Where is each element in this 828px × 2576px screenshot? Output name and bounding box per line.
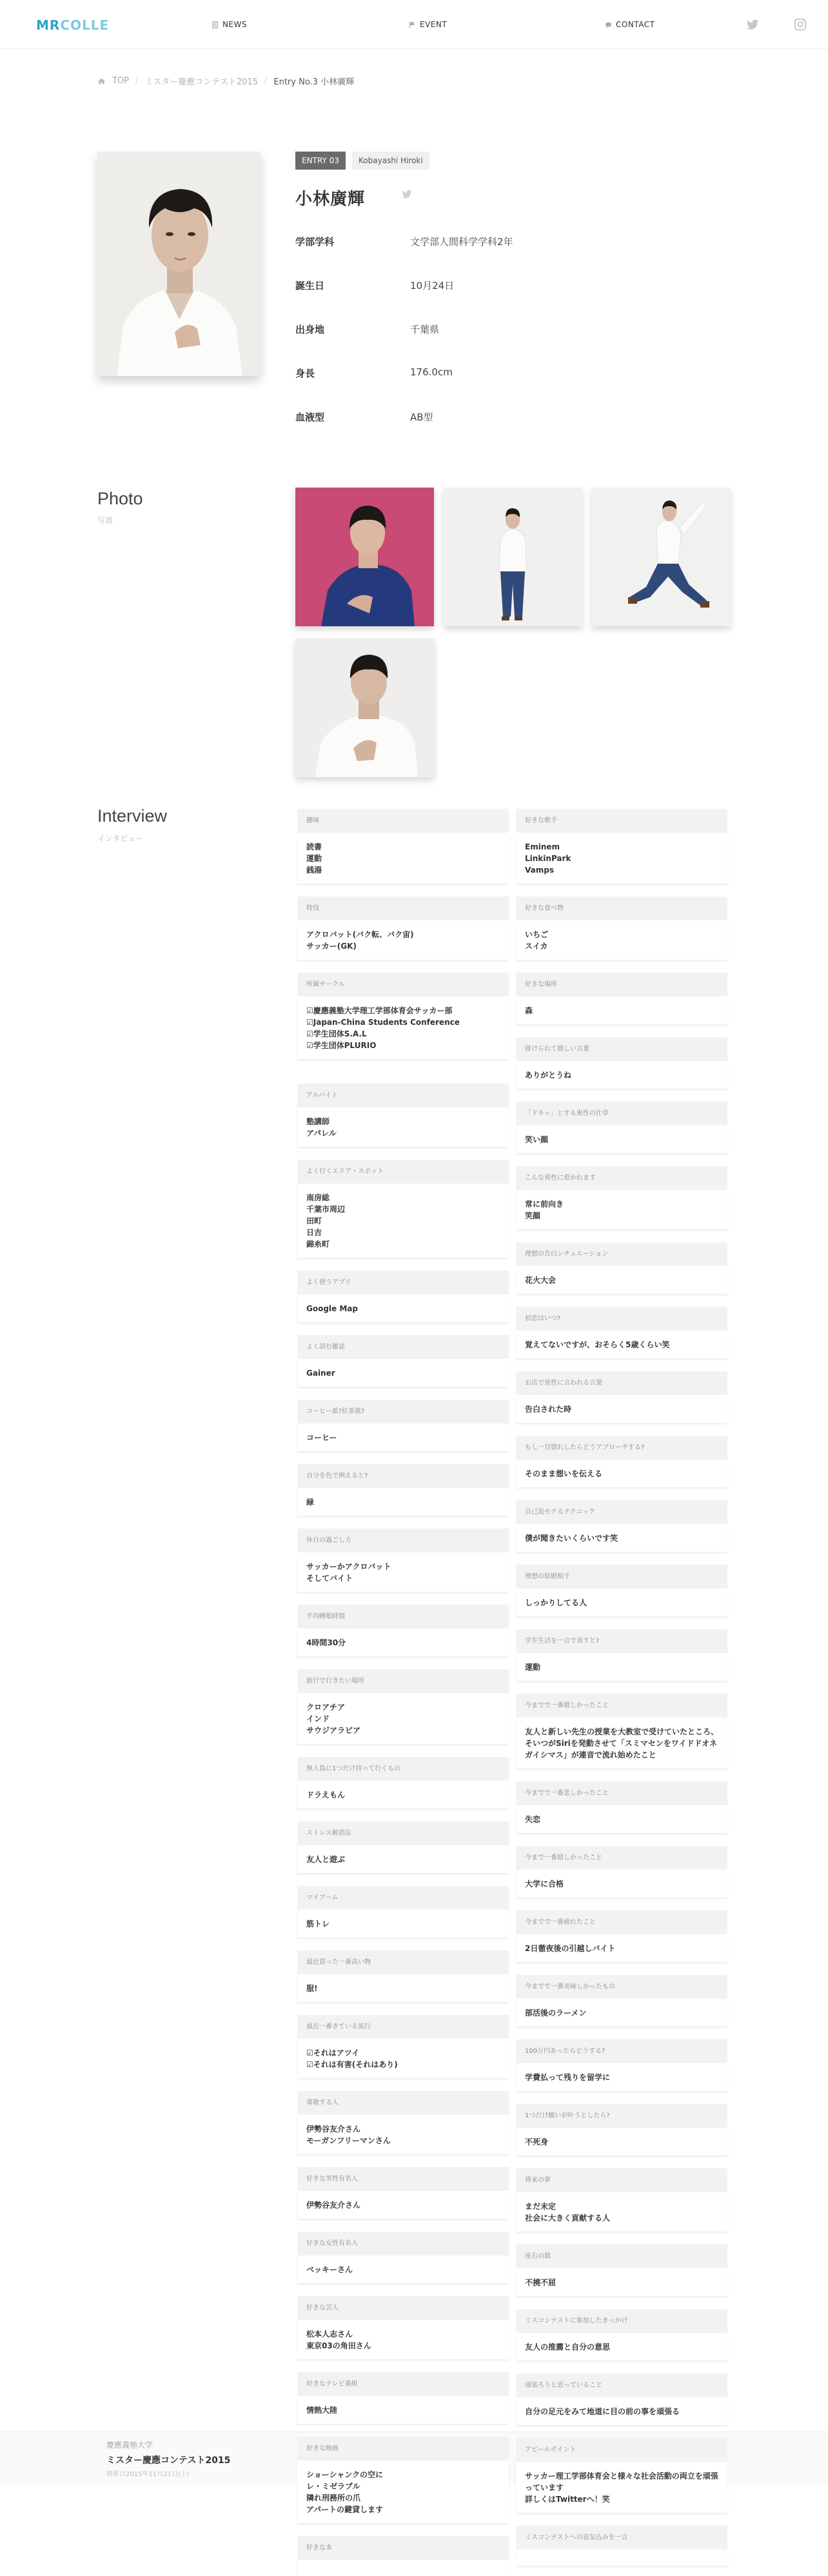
interview-question: 特技 <box>297 897 509 920</box>
info-value: AB型 <box>410 411 433 423</box>
interview-question: 100万円あったらどうする? <box>516 2039 727 2063</box>
logo-mark: MR <box>36 17 61 33</box>
interview-question: 将来の夢 <box>516 2168 727 2192</box>
info-value: 10月24日 <box>410 280 455 292</box>
interview-answer: 不死身 <box>516 2128 727 2155</box>
interview-card <box>297 1335 509 1387</box>
interview-question: 今までで一番美味しかったもの <box>516 1975 727 1999</box>
info-label: 出身地 <box>295 324 325 335</box>
interview-question: 最近一番きている流行 <box>297 2015 509 2039</box>
nav-contact[interactable] <box>605 19 655 30</box>
entry-badge: ENTRY 03 <box>295 152 346 170</box>
interview-question: よく使うアプリ <box>297 1271 509 1294</box>
footer-title: ミスター慶應コンテスト2015 <box>106 2455 231 2466</box>
interview-card <box>516 2373 727 2425</box>
interview-answer: 笑い顔 <box>516 1125 727 1153</box>
interview-question: 好きな歌手 <box>516 809 727 833</box>
interview-card <box>297 1757 509 1808</box>
gallery-photo[interactable] <box>295 488 434 626</box>
interview-answer: 告白された時 <box>516 1395 727 1423</box>
interview-answer: Gainer <box>297 1359 509 1387</box>
interview-answer: 大学に合格 <box>516 1870 727 1897</box>
interview-card <box>516 2309 727 2361</box>
breadcrumb-top[interactable]: TOP <box>112 76 130 86</box>
interview-card <box>516 1307 727 1358</box>
interview-card <box>516 1975 727 2026</box>
interview-card <box>297 1950 509 2002</box>
info-row-birthday <box>295 279 727 294</box>
interview-answer: Google Map <box>297 1294 509 1322</box>
interview-answer: 筋トレ <box>297 1910 509 1937</box>
interview-card <box>297 897 509 960</box>
interview-answer: 友人と遊ぶ <box>297 1845 509 1873</box>
interview-section-title: Interview <box>97 806 168 826</box>
interview-card <box>516 2526 727 2566</box>
interview-card <box>297 2296 509 2359</box>
interview-answer: コーヒー <box>297 1423 509 1451</box>
interview-answer: 失恋 <box>516 1805 727 1833</box>
interview-card <box>297 1529 509 1592</box>
footer-school: 慶應義塾大学 <box>106 2441 153 2450</box>
interview-question: 旅行で行きたい場所 <box>297 1669 509 1693</box>
interview-answer: 4時間30分 <box>297 1629 509 1656</box>
interview-question: もし一目惚れしたらどうアプローチする? <box>516 1436 727 1460</box>
interview-question: ミスコンテストへの意気込みを一言 <box>516 2526 727 2550</box>
interview-question: 好きな女性有名人 <box>297 2232 509 2255</box>
logo-text: COLLE <box>60 17 110 33</box>
interview-card <box>516 1436 727 1487</box>
interview-card <box>516 2438 727 2513</box>
nav-news[interactable] <box>212 19 247 30</box>
interview-card <box>516 1846 727 1897</box>
twitter-icon[interactable] <box>745 17 760 32</box>
interview-answer: 友人の推薦と自分の意思 <box>516 2333 727 2361</box>
interview-answer: いちご スイカ <box>516 920 727 960</box>
twitter-icon[interactable] <box>401 188 413 200</box>
interview-answer <box>516 2550 727 2566</box>
profile-photo <box>97 152 261 376</box>
info-value: 文学部人間科学学科2年 <box>410 236 513 248</box>
interview-card <box>516 2039 727 2091</box>
interview-card <box>516 1629 727 1681</box>
interview-card <box>297 809 509 884</box>
info-row-hometown <box>295 322 727 338</box>
interview-card <box>297 2536 509 2576</box>
interview-card <box>297 2167 509 2219</box>
interview-answer: 部活後のラーメン <box>516 1999 727 2026</box>
photo-section-subtitle: 写真 <box>97 516 113 525</box>
interview-card <box>297 2372 509 2424</box>
interview-answer: クロアチア インド サウジアラビア <box>297 1693 509 1744</box>
interview-card <box>297 2232 509 2283</box>
interview-question: 理想の告白シチュエーション <box>516 1242 727 1266</box>
interview-card <box>516 1102 727 1153</box>
interview-question: 好きなテレビ番組 <box>297 2372 509 2396</box>
interview-question: 好きな場所 <box>516 973 727 996</box>
interview-card <box>297 1400 509 1451</box>
interview-answer: 南房総 千葉市周辺 田町 日吉 錦糸町 <box>297 1184 509 1258</box>
interview-question: 好きな芸人 <box>297 2296 509 2320</box>
interview-answer: 服! <box>297 1974 509 2002</box>
site-header <box>0 0 828 49</box>
interview-card <box>297 1605 509 1656</box>
interview-question: 今まで一番嬉しかったこと <box>516 1846 727 1870</box>
breadcrumb-contest[interactable]: ミスター慶應コンテスト2015 <box>144 77 258 87</box>
interview-question: 尊敬する人 <box>297 2091 509 2115</box>
interview-card <box>516 2168 727 2232</box>
interview-card <box>297 2015 509 2078</box>
interview-answer: 伊勢谷友介さん モーガンフリーマンさん <box>297 2115 509 2154</box>
interview-card <box>297 973 509 1059</box>
interview-question: こんな異性に惹かれます <box>516 1166 727 1190</box>
nav-event[interactable] <box>409 19 447 30</box>
interview-answer: 僕が聞きたいくらいです笑 <box>516 1524 727 1552</box>
interview-card <box>516 1166 727 1229</box>
chat-icon <box>605 21 612 28</box>
interview-question: 所属サークル <box>297 973 509 996</box>
nav-news-label: NEWS <box>222 20 248 29</box>
interview-answer: 情熱大陸 <box>297 2396 509 2424</box>
interview-answer: 伊勢谷友介さん <box>297 2191 509 2219</box>
photo-section-title: Photo <box>97 489 143 508</box>
interview-card <box>297 1669 509 1744</box>
interview-answer: ☑それはアツイ ☑それは有害(それはあり) <box>297 2039 509 2078</box>
interview-card <box>516 1242 727 1294</box>
interview-card <box>516 1694 727 1769</box>
interview-question: 好きな映画 <box>297 2437 509 2461</box>
interview-question: 自己流モテるテクニック <box>516 1500 727 1524</box>
interview-card <box>516 973 727 1024</box>
interview-answer: 自分の足元をみて地道に目の前の事を頑張る <box>516 2397 727 2425</box>
footer-date: 開催日2015年11月21日(土) <box>106 2471 190 2478</box>
flag-icon <box>409 21 416 28</box>
info-label: 身長 <box>295 368 315 379</box>
interview-answer: 友人と新しい先生の授業を大教室で受けていたところ、そいつがSiriを発動させて「スミマセンをワイドドオネガイシマス」が連音で流れ始めたこと <box>516 1718 727 1769</box>
interview-question: 自分を色で例えると? <box>297 1464 509 1488</box>
interview-answer: 塾講師 アパレル <box>297 1107 509 1147</box>
interview-question: 頑張ろうと思っていること <box>516 2373 727 2397</box>
interview-card <box>297 1160 509 1258</box>
breadcrumb-current: Entry No.3 小林廣輝 <box>273 77 355 87</box>
interview-question: 無人島に1つだけ持って行くもの <box>297 1757 509 1781</box>
interview-answer: ベッキーさん <box>297 2255 509 2283</box>
interview-answer: 2日徹夜後の引越しバイト <box>516 1934 727 1962</box>
interview-question: 今までで一番嬉しかったこと <box>516 1694 727 1718</box>
info-label: 血液型 <box>295 411 325 423</box>
interview-question: 「ドキッ」とする異性の仕草 <box>516 1102 727 1125</box>
interview-card <box>297 2437 509 2523</box>
interview-question: 好きな男性有名人 <box>297 2167 509 2191</box>
interview-question: よく行くエリア・スポット <box>297 1160 509 1184</box>
interview-answer <box>297 2560 509 2576</box>
interview-card <box>516 1781 727 1833</box>
interview-question: 平均睡眠時間 <box>297 1605 509 1629</box>
interview-card <box>516 2244 727 2296</box>
interview-question: ミスコンテストに参加したきっかけ <box>516 2309 727 2333</box>
interview-answer: しっかりしてる人 <box>516 1589 727 1616</box>
interview-card <box>297 1886 509 1937</box>
interview-card <box>297 1271 509 1322</box>
interview-answer: 運動 <box>516 1653 727 1681</box>
interview-card <box>516 1565 727 1616</box>
interview-question: 趣味 <box>297 809 509 833</box>
roman-name: Kobayashi Hiroki <box>352 152 429 170</box>
interview-answer: 花火大会 <box>516 1266 727 1294</box>
interview-answer: 常に前向き 笑顔 <box>516 1190 727 1229</box>
interview-section-subtitle: インタビュー <box>97 834 144 843</box>
interview-question: 学生生活を一言で表すと? <box>516 1629 727 1653</box>
interview-question: 初恋はいつ? <box>516 1307 727 1331</box>
interview-card <box>516 1910 727 1962</box>
nav-contact-label: CONTACT <box>616 20 655 29</box>
interview-card <box>516 1371 727 1423</box>
interview-answer: ☑慶應義塾大学理工学部体育会サッカー部 ☑Japan-China Students Conference ☑学生団体S.A.L ☑学生団体PLURIO <box>297 996 509 1059</box>
info-value: 千葉県 <box>410 324 440 335</box>
info-label: 誕生日 <box>295 280 325 292</box>
interview-question: マイブーム <box>297 1886 509 1910</box>
instagram-icon[interactable] <box>793 17 807 32</box>
breadcrumb <box>97 75 354 87</box>
interview-card <box>297 1084 509 1147</box>
interview-card <box>516 1037 727 1089</box>
interview-question: 最近買った一番高い物 <box>297 1950 509 1974</box>
interview-answer: 不撓不屈 <box>516 2268 727 2296</box>
interview-answer: そのまま想いを伝える <box>516 1460 727 1487</box>
interview-question: 好きな食べ物 <box>516 897 727 920</box>
gallery-photo[interactable] <box>444 488 582 626</box>
interview-card <box>516 2104 727 2155</box>
interview-card <box>516 1500 727 1552</box>
interview-answer: ショーシャンクの空に レ・ミゼラブル 隣れ刑務所の爪 アパートの鍵貸します <box>297 2461 509 2523</box>
gallery-photo[interactable] <box>592 488 731 626</box>
interview-answer: ありがとうね <box>516 1061 727 1089</box>
interview-answer: 学費払って残りを留学に <box>516 2063 727 2091</box>
interview-card <box>516 897 727 960</box>
interview-answer: Eminem LinkinPark Vamps <box>516 833 727 884</box>
interview-answer: まだ未定 社会に大きく貢献する人 <box>516 2192 727 2232</box>
nav-event-label: EVENT <box>420 20 448 29</box>
interview-answer: 読書 運動 銭湯 <box>297 833 509 884</box>
home-icon <box>97 77 106 85</box>
interview-question: 1つだけ願いが叶うとしたら? <box>516 2104 727 2128</box>
interview-question: コーヒー派?紅茶派? <box>297 1400 509 1423</box>
interview-question: 休日の過ごし方 <box>297 1529 509 1552</box>
interview-question: 理想の結婚相手 <box>516 1565 727 1589</box>
interview-question: 今までで一番疲れたこと <box>516 1910 727 1934</box>
info-row-faculty <box>295 235 727 250</box>
interview-card <box>516 809 727 884</box>
document-icon <box>212 21 219 28</box>
gallery-photo[interactable] <box>295 639 434 777</box>
info-value: 176.0cm <box>410 366 453 378</box>
interview-question: ストレス解消法 <box>297 1821 509 1845</box>
interview-card <box>297 1821 509 1873</box>
site-logo[interactable] <box>36 17 109 34</box>
interview-answer: アクロバット(バク転、バク宙) サッカー(GK) <box>297 920 509 960</box>
interview-answer: 松本人志さん 東京03の角田さん <box>297 2320 509 2359</box>
interview-card <box>297 2091 509 2154</box>
interview-answer: 覚えてないですが、おそらく5歳くらい笑 <box>516 1331 727 1358</box>
interview-question: お店で異性に言われる言葉 <box>516 1371 727 1395</box>
info-label: 学部学科 <box>295 236 335 248</box>
interview-answer: 緑 <box>297 1488 509 1516</box>
interview-question: 掛けられて嬉しい言葉 <box>516 1037 727 1061</box>
interview-question: 好きな本 <box>297 2536 509 2560</box>
breadcrumb-separator: / <box>135 76 139 86</box>
info-row-height <box>295 366 727 382</box>
interview-card <box>297 1464 509 1516</box>
interview-question: アルバイト <box>297 1084 509 1107</box>
interview-question: よく読む雑誌 <box>297 1335 509 1359</box>
interview-answer: 森 <box>516 996 727 1024</box>
interview-answer: サッカー理工学部体育会と様々な社会活動の両立を頑張っています 詳しくはTwitterへ！笑 <box>516 2462 727 2513</box>
breadcrumb-separator: / <box>264 76 268 86</box>
info-row-blood-type <box>295 410 727 426</box>
interview-answer: サッカーかアクロバット そしてバイト <box>297 1552 509 1592</box>
interview-question: アピールポイント <box>516 2438 727 2462</box>
interview-answer: ドラえもん <box>297 1781 509 1808</box>
contestant-name: 小林廣輝 <box>295 190 366 209</box>
interview-question: 座右の銘 <box>516 2244 727 2268</box>
interview-question: 今までで一番悲しかったこと <box>516 1781 727 1805</box>
